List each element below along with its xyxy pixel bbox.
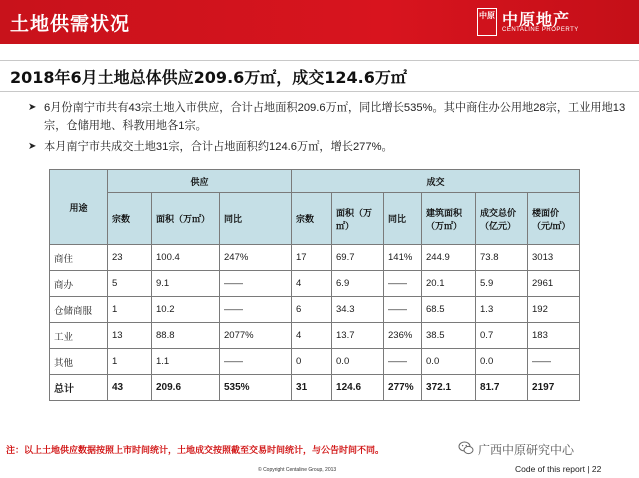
table-cell: 247% bbox=[220, 245, 292, 271]
page-footer: Code of this report | 22 bbox=[515, 464, 602, 474]
table-cell: —— bbox=[384, 271, 422, 297]
subheader-cell: 建筑面积（万㎡） bbox=[422, 193, 476, 245]
table-cell: 13.7 bbox=[332, 323, 384, 349]
table-cell: 10.2 bbox=[152, 297, 220, 323]
table-cell: 31 bbox=[292, 375, 332, 401]
table-cell: 1 bbox=[108, 349, 152, 375]
table-row bbox=[50, 271, 580, 297]
table-cell: 34.3 bbox=[332, 297, 384, 323]
bullet-text: 6月份南宁市共有43宗土地入市供应，合计占地面积209.6万㎡，同比增长535%。其中商住办公用地28宗，工业用地13宗，仓储用地、科教用地各1宗。 bbox=[44, 102, 626, 132]
table-cell: 277% bbox=[384, 375, 422, 401]
page-title: 土地供需状况 bbox=[10, 13, 131, 35]
header-supply: 供应 bbox=[108, 170, 292, 193]
table-cell: 5.9 bbox=[476, 271, 528, 297]
table-cell: —— bbox=[220, 349, 292, 375]
table-cell: 6.9 bbox=[332, 271, 384, 297]
table-cell: 1.3 bbox=[476, 297, 528, 323]
logo-text-cn: 中原地产 bbox=[502, 10, 571, 29]
table-cell: 2961 bbox=[528, 271, 580, 297]
table-cell: —— bbox=[528, 349, 580, 375]
table-cell: 372.1 bbox=[422, 375, 476, 401]
table-cell: 20.1 bbox=[422, 271, 476, 297]
table-row-total bbox=[50, 375, 580, 401]
arrow-bullet-icon: ➤ bbox=[28, 141, 37, 152]
table-cell: 68.5 bbox=[422, 297, 476, 323]
table-cell: 4 bbox=[292, 323, 332, 349]
table-cell: 141% bbox=[384, 245, 422, 271]
table-cell: 2197 bbox=[528, 375, 580, 401]
bullet-item bbox=[28, 138, 628, 156]
table-cell: 535% bbox=[220, 375, 292, 401]
header-bar bbox=[0, 0, 639, 44]
centaline-logo bbox=[477, 7, 597, 37]
table-cell: 5 bbox=[108, 271, 152, 297]
wechat-account-label: 广西中原研究中心 bbox=[478, 443, 575, 457]
table-cell: 43 bbox=[108, 375, 152, 401]
land-supply-table bbox=[49, 169, 580, 401]
header-deal: 成交 bbox=[292, 170, 580, 193]
subheader-cell: 宗数 bbox=[292, 193, 332, 245]
table-cell: —— bbox=[220, 297, 292, 323]
table-cell: 192 bbox=[528, 297, 580, 323]
subtitle-bar bbox=[0, 60, 639, 92]
bullet-text: 本月南宁市共成交土地31宗，合计占地面积约124.6万㎡，增长277%。 bbox=[44, 141, 393, 153]
table-cell: 13 bbox=[108, 323, 152, 349]
table-cell: 209.6 bbox=[152, 375, 220, 401]
table-cell: 1.1 bbox=[152, 349, 220, 375]
subheader-cell: 宗数 bbox=[108, 193, 152, 245]
bullet-list bbox=[28, 99, 628, 159]
row-label: 工业 bbox=[50, 323, 108, 349]
slide-subtitle: 2018年6月土地总体供应209.6万㎡，成交124.6万㎡ bbox=[10, 68, 407, 87]
table-cell: 73.8 bbox=[476, 245, 528, 271]
table-cell: 3013 bbox=[528, 245, 580, 271]
table-cell: 0.0 bbox=[422, 349, 476, 375]
table-cell: —— bbox=[384, 349, 422, 375]
row-label: 仓储商服 bbox=[50, 297, 108, 323]
subheader-cell: 面积（万㎡） bbox=[332, 193, 384, 245]
subheader-cell: 同比 bbox=[220, 193, 292, 245]
table-cell: —— bbox=[384, 297, 422, 323]
table-cell: 236% bbox=[384, 323, 422, 349]
footnote: 注：以上土地供应数据按照上市时间统计，土地成交按照截至交易时间统计，与公告时间不同。 bbox=[6, 445, 385, 455]
table-cell: 1 bbox=[108, 297, 152, 323]
table-cell: 183 bbox=[528, 323, 580, 349]
row-label: 商办 bbox=[50, 271, 108, 297]
subheader-cell: 楼面价（元/㎡） bbox=[528, 193, 580, 245]
table-cell: 244.9 bbox=[422, 245, 476, 271]
table-row bbox=[50, 245, 580, 271]
table-cell: 69.7 bbox=[332, 245, 384, 271]
logo-text-en: CENTALINE PROPERTY bbox=[502, 27, 579, 33]
table-cell: 100.4 bbox=[152, 245, 220, 271]
header-use: 用途 bbox=[50, 170, 108, 245]
row-label: 总计 bbox=[50, 375, 108, 401]
table-cell: 6 bbox=[292, 297, 332, 323]
row-label: 商住 bbox=[50, 245, 108, 271]
copyright-text: © Copyright Centaline Group, 2013 bbox=[258, 467, 337, 473]
table-cell: 38.5 bbox=[422, 323, 476, 349]
row-label: 其他 bbox=[50, 349, 108, 375]
table-cell: 23 bbox=[108, 245, 152, 271]
table-cell: 2077% bbox=[220, 323, 292, 349]
table-row bbox=[50, 349, 580, 375]
table-cell: 0.7 bbox=[476, 323, 528, 349]
subheader-cell: 同比 bbox=[384, 193, 422, 245]
table-row bbox=[50, 323, 580, 349]
table-cell: 88.8 bbox=[152, 323, 220, 349]
table-cell: 81.7 bbox=[476, 375, 528, 401]
bullet-item bbox=[28, 99, 628, 135]
subheader-cell: 面积（万㎡） bbox=[152, 193, 220, 245]
wechat-icon bbox=[458, 440, 474, 456]
table-cell: 0.0 bbox=[476, 349, 528, 375]
arrow-bullet-icon: ➤ bbox=[28, 102, 37, 113]
table-cell: 4 bbox=[292, 271, 332, 297]
table-row bbox=[50, 297, 580, 323]
table-cell: 17 bbox=[292, 245, 332, 271]
table-cell: 9.1 bbox=[152, 271, 220, 297]
logo-mark-icon: 中原 bbox=[477, 8, 497, 36]
table-cell: 0.0 bbox=[332, 349, 384, 375]
table-cell: 0 bbox=[292, 349, 332, 375]
table-cell: —— bbox=[220, 271, 292, 297]
subheader-cell: 成交总价（亿元） bbox=[476, 193, 528, 245]
table-cell: 124.6 bbox=[332, 375, 384, 401]
